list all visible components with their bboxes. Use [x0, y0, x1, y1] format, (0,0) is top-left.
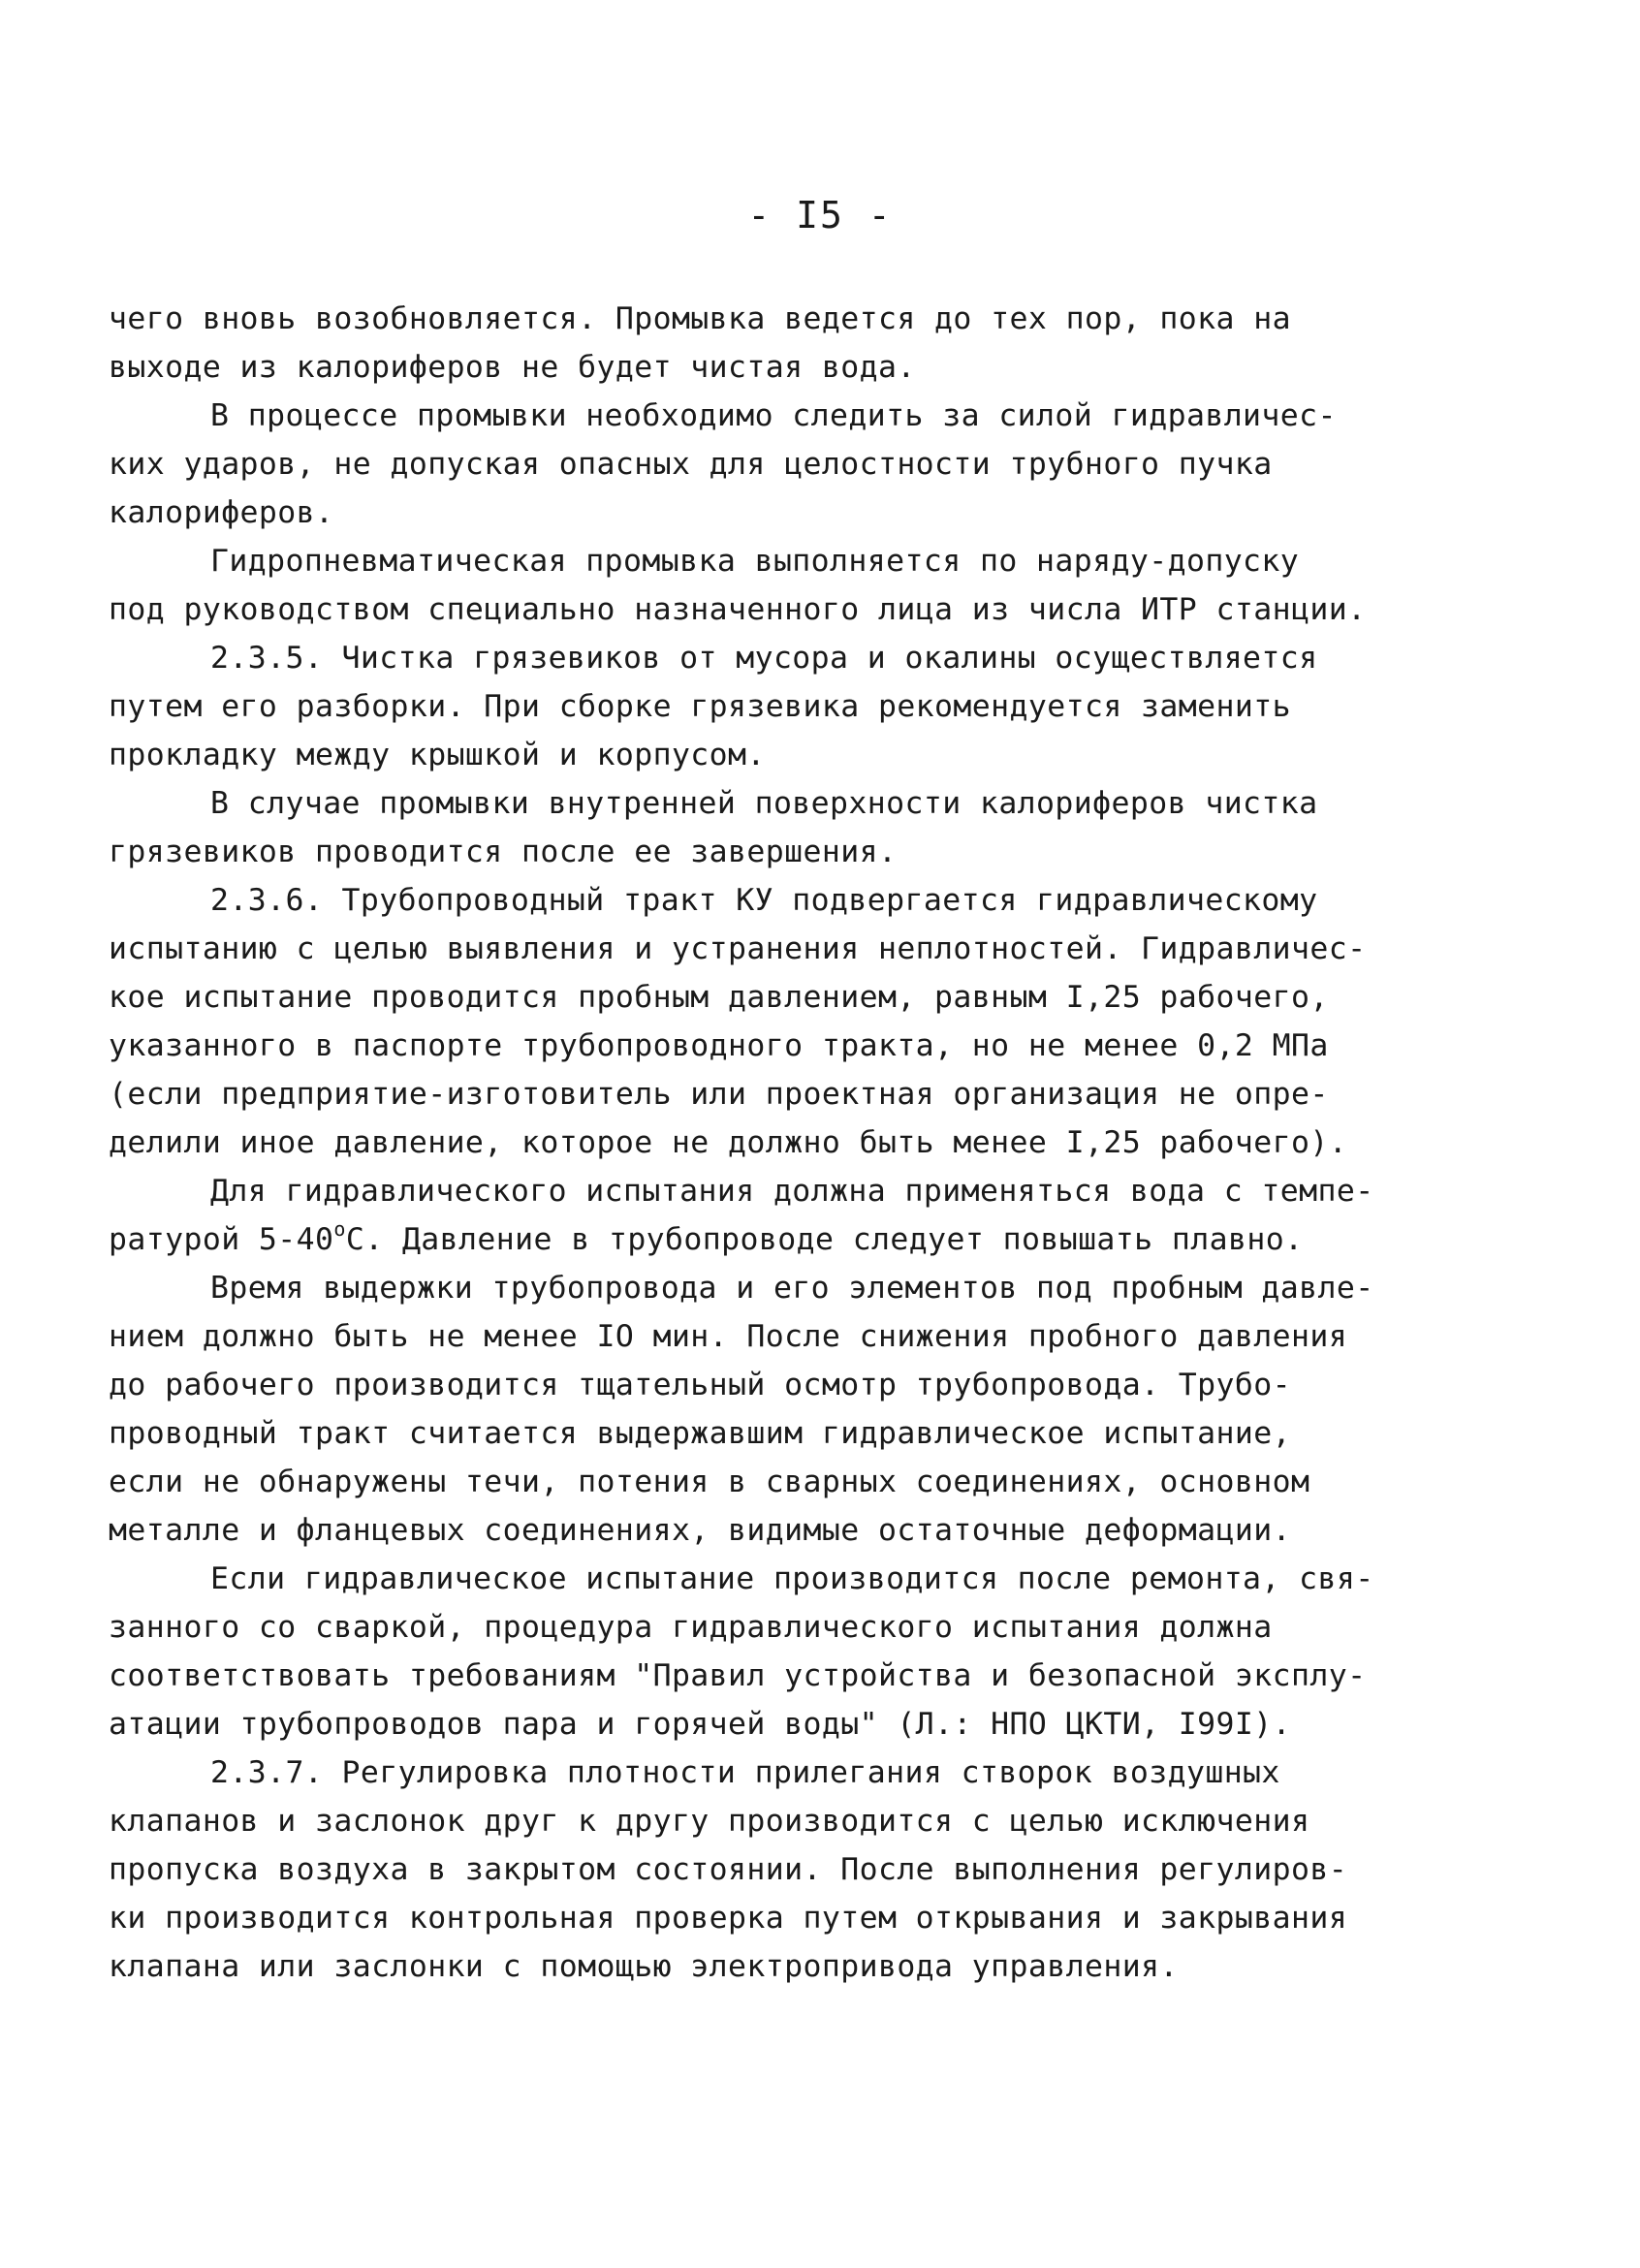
text-line: занного со сваркой, процедура гидравлического испытания должна	[109, 1610, 1273, 1645]
temperature-text-after: С. Давление в трубопроводе следует повышать плавно.	[345, 1222, 1304, 1257]
text-line: под руководством специально назначенного лица из числа ИТР станции.	[109, 592, 1367, 627]
text-line: до рабочего производится тщательный осмотр трубопровода. Трубо-	[109, 1368, 1291, 1402]
text-line: атации трубопроводов пара и горячей воды" (Л.: НПО ЦКТИ, I99I).	[109, 1707, 1291, 1742]
text-line: соответствовать требованиям "Правил устройства и безопасной эксплу-	[109, 1658, 1367, 1693]
text-line: Время выдержки трубопровода и его элементов под пробным давле-	[210, 1271, 1374, 1306]
text-line: (если предприятие-изготовитель или проектная организация не опре-	[109, 1077, 1329, 1112]
text-line: Если гидравлическое испытание производится после ремонта, свя-	[210, 1561, 1374, 1596]
text-line: клапана или заслонки с помощью электропривода управления.	[109, 1949, 1179, 1984]
text-line: указанного в паспорте трубопроводного тракта, но не менее 0,2 МПа	[109, 1028, 1329, 1063]
temperature-text-before: ратурой 5-40	[109, 1222, 334, 1257]
text-line: нием должно быть не менее IO мин. После снижения пробного давления	[109, 1319, 1348, 1354]
text-line: делили иное давление, которое не должно быть менее I,25 рабочего).	[109, 1125, 1348, 1160]
body-text	[109, 295, 1466, 1991]
text-line: В случае промывки внутренней поверхности калориферов чистка	[210, 786, 1318, 821]
section-2-3-5: 2.3.5. Чистка грязевиков от мусора и окалины осуществляется	[210, 641, 1318, 676]
text-line: грязевиков проводится после ее завершения.	[109, 835, 898, 869]
text-line: кое испытание проводится пробным давлением, равным I,25 рабочего,	[109, 980, 1329, 1015]
text-line: если не обнаружены течи, потения в сварных соединениях, основном	[109, 1465, 1310, 1499]
text-line: путем его разборки. При сборке грязевика рекомендуется заменить	[109, 689, 1291, 724]
text-line: проводный тракт считается выдержавшим гидравлическое испытание,	[109, 1416, 1291, 1451]
text-line: клапанов и заслонок друг к другу производится с целью исключения	[109, 1804, 1310, 1839]
text-line: В процессе промывки необходимо следить за силой гидравличес-	[210, 398, 1337, 433]
text-line: Гидропневматическая промывка выполняется по наряду-допуску	[210, 544, 1300, 579]
text-line: ких ударов, не допуская опасных для целостности трубного пучка	[109, 447, 1273, 482]
text-line-temperature	[109, 1215, 1466, 1264]
text-line: прокладку между крышкой и корпусом.	[109, 738, 766, 772]
text-line: испытанию с целью выявления и устранения неплотностей. Гидравличес-	[109, 931, 1367, 966]
page-number: - I5 -	[747, 194, 893, 236]
section-2-3-7: 2.3.7. Регулировка плотности прилегания створок воздушных	[210, 1755, 1280, 1790]
text-line: Для гидравлического испытания должна применяться вода с темпе-	[210, 1174, 1374, 1209]
text-line: выходе из калориферов не будет чистая вода.	[109, 350, 916, 385]
text-line: пропуска воздуха в закрытом состоянии. После выполнения регулиров-	[109, 1852, 1348, 1887]
section-2-3-6: 2.3.6. Трубопроводный тракт КУ подвергается гидравлическому	[210, 883, 1318, 918]
text-line: металле и фланцевых соединениях, видимые остаточные деформации.	[109, 1513, 1291, 1548]
text-line: чего вновь возобновляется. Промывка ведется до тех пор, пока на	[109, 301, 1291, 336]
text-line: ки производится контрольная проверка путем открывания и закрывания	[109, 1901, 1348, 1936]
text-line: калориферов.	[109, 495, 334, 530]
degree-superscript: о	[333, 1217, 346, 1241]
